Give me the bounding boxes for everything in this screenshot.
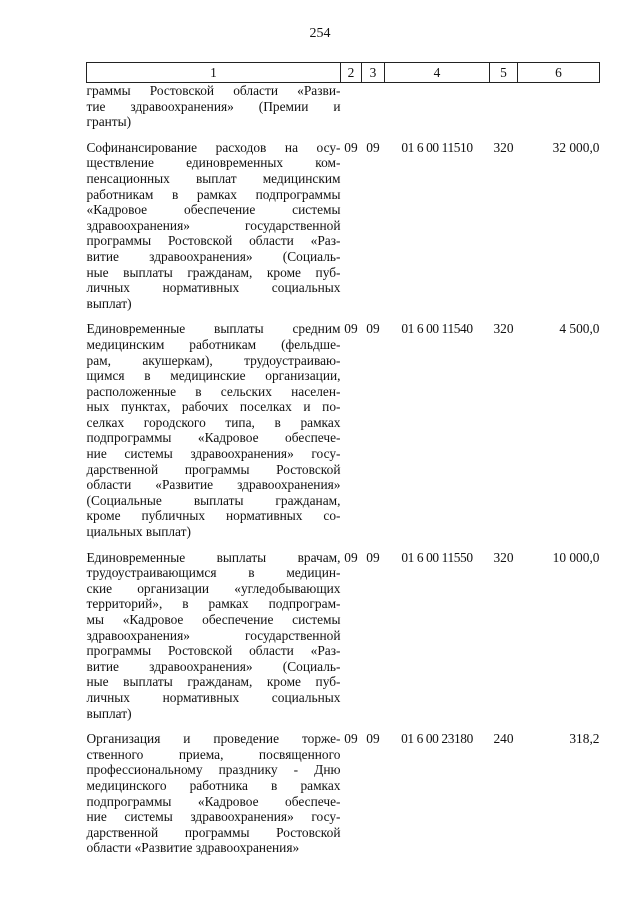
row-subsection-code: 09 <box>366 549 380 565</box>
description-line: ственного приема, посвященного <box>86 746 341 762</box>
row-expense-type-code: 320 <box>493 139 514 155</box>
description-line: здравоохранения» государственной <box>86 217 341 233</box>
description-line: области «Развитие здравоохранения» <box>86 477 341 493</box>
table-body <box>87 83 600 856</box>
row-subsection-code: 09 <box>366 139 380 155</box>
row-target-article-code: 01 6 00 11550 <box>401 549 473 565</box>
row-section-code <box>341 83 362 130</box>
description-line: ные выплаты гражданам, кроме пуб- <box>86 674 341 690</box>
description-line: программы Ростовской области «Раз- <box>86 643 341 659</box>
row-amount: 10 000,0 <box>552 549 600 565</box>
row-target-article-code: 01 6 00 11540 <box>401 321 473 337</box>
page-number: 254 <box>309 26 331 41</box>
description-line: мы «Кадровое обеспечение системы <box>86 612 341 627</box>
description-line: ние системы здравоохранения» госу- <box>86 809 341 825</box>
description-line: дарственной программы Ростовской <box>86 461 341 477</box>
description-line: программы Ростовской области «Раз- <box>86 233 341 249</box>
table-row <box>87 540 600 722</box>
header-col-6: 6 <box>518 63 600 83</box>
description-line: ские организации «угледобывающих <box>86 580 341 596</box>
description-line: щимся в медицинские организации, <box>86 368 341 384</box>
description-line: витие здравоохранения» (Социаль- <box>86 658 341 674</box>
table-row <box>87 83 600 130</box>
row-description <box>87 721 341 856</box>
header-col-1: 1 <box>87 63 341 83</box>
row-amount <box>518 83 600 130</box>
description-line: ние системы здравоохранения» госу- <box>86 446 341 462</box>
description-line: медицинским работникам (фельдше- <box>86 336 341 352</box>
row-section-code: 09 <box>344 549 358 565</box>
description-line: пенсационных выплат медицинским <box>86 170 341 186</box>
description-line: личных нормативных социальных <box>86 280 341 296</box>
header-col-4: 4 <box>385 63 490 83</box>
description-line: Единовременные выплаты врачам, <box>86 549 341 565</box>
description-line: селках городского типа, в рамках <box>86 414 341 430</box>
description-line: расположенные в сельских населен- <box>86 383 341 399</box>
description-line: ных пунктах, рабочих поселках и по- <box>86 399 341 415</box>
description-line: выплат) <box>86 295 132 311</box>
row-subsection-code: 09 <box>366 731 380 747</box>
description-line: дарственной программы Ростовской <box>86 824 341 840</box>
description-line: подпрограммы «Кадровое обеспече- <box>86 430 341 446</box>
description-line: «Кадровое обеспечение системы <box>86 202 341 218</box>
description-line: тие здравоохранения» (Премии и <box>86 98 341 114</box>
description-line: ществление единовременных ком- <box>86 155 341 171</box>
table-row <box>87 311 600 539</box>
description-line: Единовременные выплаты средним <box>86 321 341 337</box>
table-row <box>87 721 600 856</box>
row-description <box>87 83 341 130</box>
row-description <box>87 130 341 312</box>
row-description <box>87 540 341 722</box>
description-line: циальных выплат) <box>86 524 191 540</box>
description-line: территорий», в рамках подпрограм- <box>86 596 341 612</box>
row-target-article-code <box>385 83 490 130</box>
description-line: трудоустраивающимся в медицин- <box>86 565 341 581</box>
row-section-code: 09 <box>344 139 358 155</box>
description-line: выплат) <box>86 705 132 721</box>
description-line: области «Развитие здравоохранения» <box>86 840 300 856</box>
row-target-article-code: 01 6 00 23180 <box>401 731 473 747</box>
row-target-article-code: 01 6 00 11510 <box>401 139 473 155</box>
description-line: работникам в рамках подпрограммы <box>86 186 341 202</box>
header-col-2: 2 <box>341 63 362 83</box>
description-line: кроме публичных нормативных со- <box>86 508 341 524</box>
description-line: здравоохранения» государственной <box>86 627 341 643</box>
budget-table <box>86 62 600 856</box>
row-amount: 4 500,0 <box>559 321 600 337</box>
description-line: (Социальные выплаты гражданам, <box>86 492 341 508</box>
row-amount: 318,2 <box>569 731 600 747</box>
table-row <box>87 130 600 312</box>
description-line: ные выплаты гражданам, кроме пуб- <box>86 264 341 280</box>
description-line: личных нормативных социальных <box>86 689 341 705</box>
row-section-code: 09 <box>344 321 358 337</box>
row-section-code: 09 <box>344 731 358 747</box>
row-expense-type-code: 320 <box>493 549 514 565</box>
row-subsection-code <box>362 83 385 130</box>
description-line: профессиональному празднику - Дню <box>86 762 341 778</box>
row-subsection-code: 09 <box>366 321 380 337</box>
row-expense-type-code: 240 <box>493 731 514 747</box>
row-amount: 32 000,0 <box>552 139 600 155</box>
description-line: гранты) <box>86 114 132 130</box>
description-line: граммы Ростовской области «Разви- <box>86 83 341 98</box>
description-line: Организация и проведение торже- <box>86 731 341 747</box>
row-description <box>87 311 341 539</box>
description-line: подпрограммы «Кадровое обеспече- <box>86 793 341 809</box>
row-expense-type-code: 320 <box>493 321 514 337</box>
row-expense-type-code <box>490 83 518 130</box>
description-line: медицинского работника в рамках <box>86 777 341 793</box>
description-line: Софинансирование расходов на осу- <box>86 139 341 155</box>
header-col-5: 5 <box>490 63 518 83</box>
description-line: рам, акушеркам), трудоустраиваю- <box>86 352 341 368</box>
table-header-row <box>87 63 600 83</box>
description-line: витие здравоохранения» (Социаль- <box>86 248 341 264</box>
header-col-3: 3 <box>362 63 385 83</box>
